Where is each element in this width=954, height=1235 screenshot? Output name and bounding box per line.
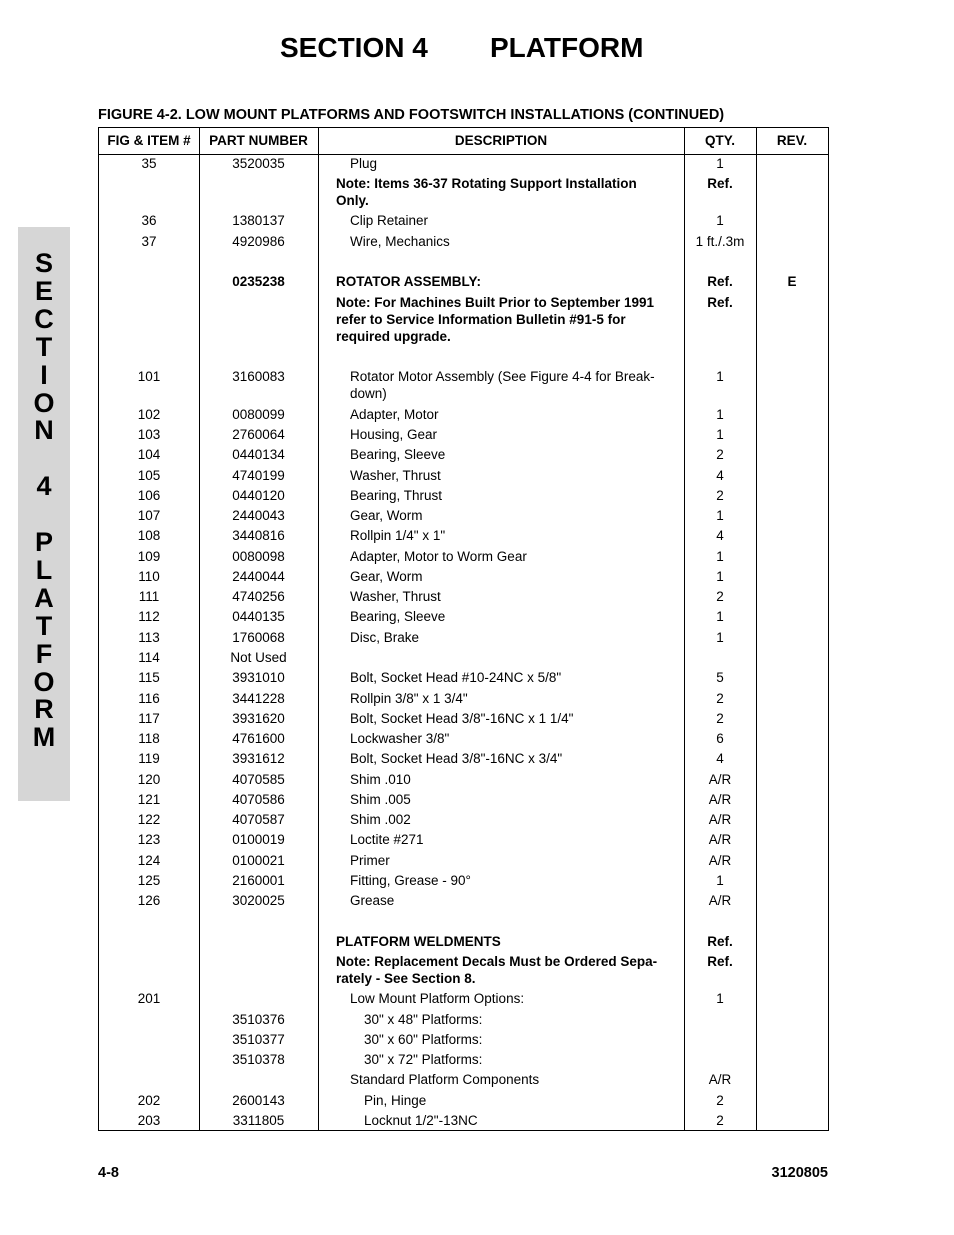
cell-item: 108 — [137, 528, 161, 543]
cell-item: 113 — [138, 630, 160, 645]
cell-part: 0080099 — [232, 407, 285, 422]
cell-item: 37 — [141, 234, 157, 249]
cell-desc: Gear, Worm — [350, 508, 423, 523]
side-tab-letter: E — [34, 275, 53, 306]
side-tab-letter: F — [35, 638, 53, 669]
cell-desc: Locknut 1/2"-13NC — [364, 1113, 478, 1128]
cell-desc: Low Mount Platform Options: — [350, 991, 525, 1006]
cell-qty: 4 — [716, 528, 724, 543]
cell-desc: Wire, Mechanics — [350, 234, 450, 249]
cell-desc: Bearing, Thrust — [350, 488, 443, 503]
cell-part: 4740256 — [232, 589, 285, 604]
page-header — [0, 32, 954, 72]
cell-desc: Loctite #271 — [350, 832, 424, 847]
cell-item: 202 — [137, 1093, 161, 1108]
cell-item: 111 — [138, 589, 160, 604]
side-tab-letter: A — [34, 582, 54, 613]
cell-part: 3160083 — [232, 369, 285, 384]
col-header-description: DESCRIPTION — [454, 133, 548, 148]
cell-part: 0440120 — [232, 488, 285, 503]
cell-part: 3311805 — [232, 1113, 285, 1128]
cell-item: 118 — [138, 731, 160, 746]
cell-item: 110 — [138, 569, 160, 584]
cell-qty: 2 — [716, 1093, 724, 1108]
cell-item: 106 — [137, 488, 161, 503]
cell-part: 2760064 — [232, 427, 285, 442]
cell-desc: Shim .005 — [350, 792, 411, 807]
cell-part: 4761600 — [232, 731, 285, 746]
cell-desc: Lockwasher 3/8" — [350, 731, 450, 746]
cell-desc: Rollpin 1/4" x 1" — [350, 528, 446, 543]
cell-qty: 1 — [716, 569, 724, 584]
cell-part: 3510377 — [232, 1032, 285, 1047]
cell-qty: A/R — [708, 812, 732, 827]
col-header-qty: QTY. — [704, 133, 735, 148]
cell-part: 4070585 — [232, 772, 285, 787]
col-header-part: PART NUMBER — [209, 133, 308, 148]
cell-qty: 2 — [716, 691, 724, 706]
cell-item: 107 — [137, 508, 161, 523]
cell-part: 3441228 — [232, 691, 285, 706]
cell-qty: 4 — [716, 751, 724, 766]
cell-qty: A/R — [708, 893, 732, 908]
cell-item: 201 — [137, 991, 161, 1006]
cell-item: 124 — [137, 853, 161, 868]
cell-desc: PLATFORM WELDMENTS — [336, 934, 501, 949]
cell-qty: 6 — [716, 731, 724, 746]
cell-part: 3931620 — [232, 711, 285, 726]
cell-qty: Ref. — [707, 295, 733, 310]
page-number: 4-8 — [98, 1165, 119, 1181]
cell-desc: 30" x 48" Platforms: — [364, 1012, 483, 1027]
cell-qty: 1 ft./.3m — [695, 234, 745, 249]
cell-item: 105 — [137, 468, 161, 483]
section-number: SECTION 4 — [280, 32, 428, 63]
cell-part: 2440043 — [232, 508, 285, 523]
cell-qty: 5 — [716, 670, 724, 685]
cell-item: 117 — [138, 711, 160, 726]
cell-part: 0235238 — [232, 274, 285, 289]
cell-qty: A/R — [708, 853, 732, 868]
cell-qty: 1 — [716, 991, 724, 1006]
cell-desc: Washer, Thrust — [350, 468, 441, 483]
cell-qty: 1 — [716, 427, 724, 442]
cell-desc: Adapter, Motor — [350, 407, 439, 422]
cell-part: 3440816 — [232, 528, 285, 543]
cell-item: 126 — [137, 893, 161, 908]
cell-qty: 2 — [716, 447, 724, 462]
cell-item: 121 — [137, 792, 161, 807]
cell-qty: 1 — [716, 369, 724, 384]
cell-qty: 2 — [716, 1113, 724, 1128]
cell-qty: Ref. — [707, 934, 733, 949]
cell-desc: Pin, Hinge — [364, 1093, 427, 1108]
figure-title: FIGURE 4-2. LOW MOUNT PLATFORMS AND FOOTSWITCH INSTALLATIONS (CONTINUED) — [98, 107, 725, 123]
cell-qty: 1 — [716, 549, 724, 564]
cell-item: 120 — [137, 772, 161, 787]
side-tab-letter: N — [34, 415, 54, 446]
cell-item: 104 — [137, 447, 161, 462]
cell-desc: Primer — [350, 853, 390, 868]
cell-qty: 2 — [716, 711, 724, 726]
cell-desc: Washer, Thrust — [350, 589, 441, 604]
side-tab-letter: T — [35, 610, 53, 641]
cell-item: 109 — [137, 549, 161, 564]
cell-desc: Adapter, Motor to Worm Gear — [350, 549, 527, 564]
cell-desc: Rotator Motor Assembly (See Figure 4-4 for Break-down) — [350, 369, 655, 401]
col-header-item: FIG & ITEM # — [107, 133, 191, 148]
cell-desc: Fitting, Grease - 90° — [350, 873, 471, 888]
cell-item: 35 — [141, 156, 157, 171]
side-tab-letter: O — [33, 387, 55, 418]
column-divider — [318, 128, 319, 1130]
cell-qty: 1 — [716, 156, 724, 171]
cell-part: 1760068 — [232, 630, 285, 645]
cell-desc: Bearing, Sleeve — [350, 447, 446, 462]
cell-item: 203 — [137, 1113, 161, 1128]
side-tab-letter: S — [34, 248, 53, 278]
cell-part: 4070586 — [232, 792, 285, 807]
cell-part: 3510378 — [232, 1052, 285, 1067]
cell-desc: Bolt, Socket Head 3/8"-16NC x 3/4" — [350, 751, 563, 766]
cell-qty: 1 — [716, 213, 724, 228]
cell-qty: Ref. — [707, 176, 733, 191]
cell-item: 112 — [138, 609, 160, 624]
cell-desc: Clip Retainer — [350, 213, 429, 228]
cell-item: 123 — [137, 832, 161, 847]
side-tab-letter: C — [34, 303, 54, 334]
cell-desc: Shim .010 — [350, 772, 411, 787]
cell-part: 3931612 — [232, 751, 285, 766]
side-tab-letter: I — [40, 359, 48, 390]
side-tab-letter: M — [32, 722, 56, 753]
cell-part: 4920986 — [232, 234, 285, 249]
cell-desc: Note: For Machines Built Prior to September 1991 refer to Service Information Bulletin #91-5 for required upgrade. — [336, 295, 655, 344]
cell-item: 36 — [141, 213, 157, 228]
document-number: 3120805 — [771, 1165, 828, 1181]
cell-part: 0080098 — [232, 549, 285, 564]
cell-desc: 30" x 72" Platforms: — [364, 1052, 483, 1067]
cell-part: Not Used — [230, 650, 287, 665]
side-tab-letter: O — [33, 666, 55, 697]
cell-qty: 2 — [716, 488, 724, 503]
cell-part: 1380137 — [232, 213, 285, 228]
side-tab-letter: 4 — [36, 471, 52, 502]
cell-item: 122 — [137, 812, 161, 827]
cell-qty: 1 — [716, 508, 724, 523]
cell-qty: Ref. — [707, 954, 733, 969]
cell-qty: 1 — [716, 630, 724, 645]
cell-qty: A/R — [708, 792, 732, 807]
cell-part: 3520035 — [232, 156, 285, 171]
cell-part: 3931010 — [232, 670, 285, 685]
cell-desc: Rollpin 3/8" x 1 3/4" — [350, 691, 468, 706]
cell-part: 3020025 — [232, 893, 285, 908]
cell-qty: 2 — [716, 589, 724, 604]
cell-desc: Bolt, Socket Head #10-24NC x 5/8" — [350, 670, 562, 685]
cell-part: 4070587 — [232, 812, 285, 827]
cell-desc: Shim .002 — [350, 812, 411, 827]
cell-part: 0440134 — [232, 447, 285, 462]
cell-qty: A/R — [708, 772, 732, 787]
cell-qty: Ref. — [707, 274, 733, 289]
cell-desc: 30" x 60" Platforms: — [364, 1032, 483, 1047]
parts-table — [98, 127, 829, 1131]
cell-desc: Disc, Brake — [350, 630, 420, 645]
cell-qty: 4 — [716, 468, 724, 483]
cell-qty: 1 — [716, 609, 724, 624]
side-tab-letter: P — [34, 527, 53, 557]
cell-part: 3510376 — [232, 1012, 285, 1027]
cell-part: 0440135 — [232, 609, 285, 624]
cell-desc: Housing, Gear — [350, 427, 438, 442]
cell-desc: Bearing, Sleeve — [350, 609, 446, 624]
cell-qty: 1 — [716, 407, 724, 422]
side-tab-letter: R — [34, 694, 54, 725]
cell-item: 103 — [137, 427, 161, 442]
cell-desc: Plug — [350, 156, 378, 171]
cell-part: 0100019 — [232, 832, 285, 847]
cell-qty: 1 — [716, 873, 724, 888]
cell-part: 2600143 — [232, 1093, 285, 1108]
section-side-tab — [18, 227, 70, 801]
cell-desc: ROTATOR ASSEMBLY: — [336, 274, 482, 289]
cell-item: 116 — [138, 691, 160, 706]
cell-desc: Gear, Worm — [350, 569, 423, 584]
cell-item: 125 — [137, 873, 161, 888]
cell-desc: Standard Platform Components — [350, 1072, 540, 1087]
cell-desc: Note: Replacement Decals Must be Ordered Sepa-rately - See Section 8. — [336, 954, 658, 986]
cell-item: 102 — [137, 407, 161, 422]
cell-desc: Note: Items 36-37 Rotating Support Installation Only. — [336, 176, 637, 208]
cell-part: 2160001 — [232, 873, 285, 888]
col-header-rev: REV. — [776, 133, 808, 148]
cell-item: 114 — [138, 650, 160, 665]
cell-part: 2440044 — [232, 569, 285, 584]
side-tab-letter: L — [35, 554, 53, 585]
cell-desc: Grease — [350, 893, 395, 908]
section-title: PLATFORM — [490, 32, 644, 63]
cell-qty: A/R — [708, 1072, 732, 1087]
cell-item: 115 — [138, 670, 160, 685]
cell-item: 101 — [137, 369, 161, 384]
side-tab-letter: T — [35, 331, 53, 362]
cell-rev: E — [787, 274, 797, 289]
cell-qty: A/R — [708, 832, 732, 847]
cell-item: 119 — [138, 751, 160, 766]
cell-desc: Bolt, Socket Head 3/8"-16NC x 1 1/4" — [350, 711, 574, 726]
cell-part: 4740199 — [232, 468, 285, 483]
cell-part: 0100021 — [232, 853, 285, 868]
